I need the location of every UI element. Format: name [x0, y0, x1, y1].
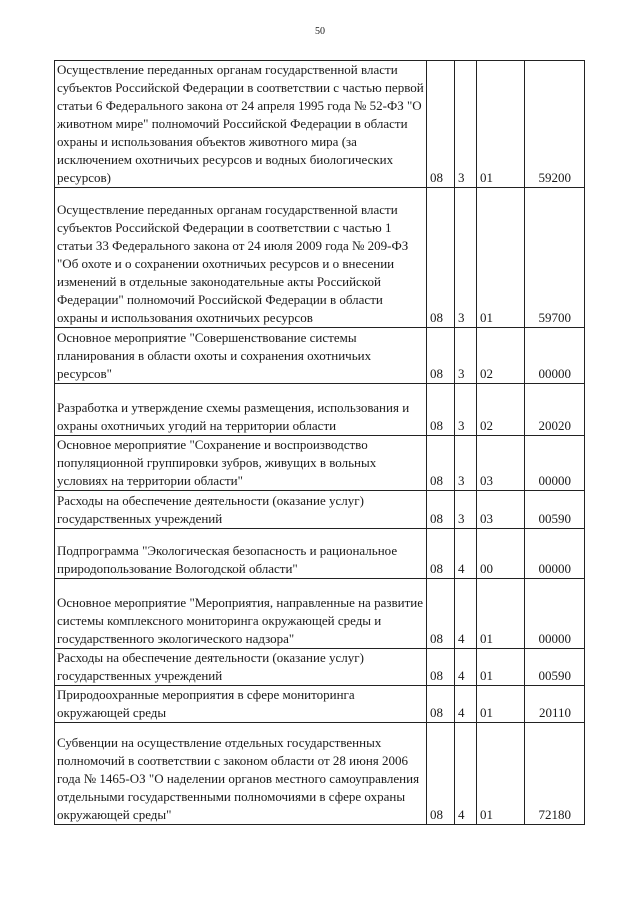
section-code: 08 [427, 579, 455, 649]
expense-code: 20020 [525, 384, 585, 436]
table-row [55, 723, 585, 825]
activity-code: 01 [477, 686, 525, 723]
expense-code: 00000 [525, 529, 585, 579]
row-description: Расходы на обеспечение деятельности (оказание услуг) государственных учреждений [55, 649, 427, 686]
activity-code: 02 [477, 384, 525, 436]
table-row [55, 61, 585, 188]
table-row [55, 491, 585, 529]
activity-code: 00 [477, 529, 525, 579]
expense-code: 72180 [525, 723, 585, 825]
section-code: 08 [427, 384, 455, 436]
expense-code: 59200 [525, 61, 585, 188]
subprogram-code: 4 [455, 723, 477, 825]
row-description: Расходы на обеспечение деятельности (оказание услуг) государственных учреждений [55, 491, 427, 529]
row-description: Природоохранные мероприятия в сфере мониторинга окружающей среды [55, 686, 427, 723]
subprogram-code: 3 [455, 384, 477, 436]
table-row [55, 529, 585, 579]
section-code: 08 [427, 188, 455, 328]
activity-code: 02 [477, 328, 525, 384]
table-body [55, 61, 585, 825]
expense-code: 20110 [525, 686, 585, 723]
row-description: Осуществление переданных органам государственной власти субъектов Российской Федерации в соответствии с частью первой статьи 6 Федерального закона от 24 апреля 1995 года № 52-ФЗ "О животном мире" полномочий Российской Федерации в области охраны и использования объектов животного мира (за исключением охотничьих ресурсов и водных биологических ресурсов) [55, 61, 427, 188]
activity-code: 01 [477, 649, 525, 686]
table-row [55, 649, 585, 686]
table-row [55, 686, 585, 723]
activity-code: 03 [477, 436, 525, 491]
row-description: Основное мероприятие "Мероприятия, направленные на развитие системы комплексного мониторинга окружающей среды и государственного экологического надзора" [55, 579, 427, 649]
section-code: 08 [427, 649, 455, 686]
expense-code: 00590 [525, 649, 585, 686]
activity-code: 01 [477, 188, 525, 328]
subprogram-code: 3 [455, 61, 477, 188]
row-description: Основное мероприятие "Совершенствование системы планирования в области охоты и сохранения охотничьих ресурсов" [55, 328, 427, 384]
table-row [55, 384, 585, 436]
activity-code: 01 [477, 723, 525, 825]
section-code: 08 [427, 61, 455, 188]
expense-code: 00000 [525, 328, 585, 384]
subprogram-code: 3 [455, 491, 477, 529]
section-code: 08 [427, 529, 455, 579]
subprogram-code: 4 [455, 649, 477, 686]
row-description: Субвенции на осуществление отдельных государственных полномочий в соответствии с законом области от 28 июня 2006 года № 1465-ОЗ "О наделении органов местного самоуправления отдельными государственными полномочиями в сфере охраны окружающей среды" [55, 723, 427, 825]
subprogram-code: 3 [455, 188, 477, 328]
expense-code: 00000 [525, 579, 585, 649]
budget-classification-table [54, 60, 585, 825]
subprogram-code: 4 [455, 686, 477, 723]
table-row [55, 436, 585, 491]
row-description: Осуществление переданных органам государственной власти субъектов Российской Федерации в соответствии с частью 1 статьи 33 Федерального закона от 24 июля 2009 года № 209-ФЗ "Об охоте и о сохранении охотничьих ресурсов и о внесении изменений в отдельные законодательные акты Российской Федерации" полномочий Российской Федерации в области охраны и использования охотничьих ресурсов [55, 188, 427, 328]
table-row [55, 328, 585, 384]
section-code: 08 [427, 686, 455, 723]
expense-code: 59700 [525, 188, 585, 328]
row-description: Разработка и утверждение схемы размещения, использования и охраны охотничьих угодий на территории области [55, 384, 427, 436]
row-description: Подпрограмма "Экологическая безопасность и рациональное природопользование Вологодской области" [55, 529, 427, 579]
subprogram-code: 4 [455, 579, 477, 649]
activity-code: 03 [477, 491, 525, 529]
table-row [55, 188, 585, 328]
activity-code: 01 [477, 61, 525, 188]
table-row [55, 579, 585, 649]
subprogram-code: 4 [455, 529, 477, 579]
subprogram-code: 3 [455, 436, 477, 491]
section-code: 08 [427, 436, 455, 491]
expense-code: 00000 [525, 436, 585, 491]
subprogram-code: 3 [455, 328, 477, 384]
section-code: 08 [427, 491, 455, 529]
row-description: Основное мероприятие "Сохранение и воспроизводство популяционной группировки зубров, живущих в вольных условиях на территории области" [55, 436, 427, 491]
activity-code: 01 [477, 579, 525, 649]
section-code: 08 [427, 723, 455, 825]
page-number: 50 [315, 26, 325, 37]
expense-code: 00590 [525, 491, 585, 529]
section-code: 08 [427, 328, 455, 384]
